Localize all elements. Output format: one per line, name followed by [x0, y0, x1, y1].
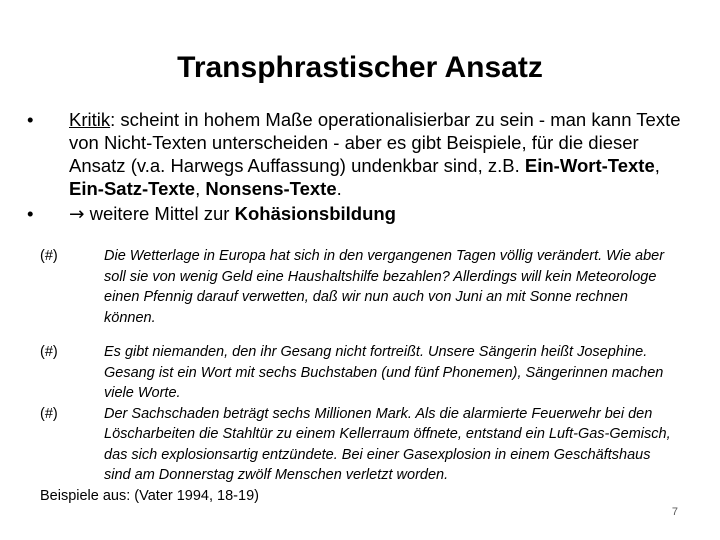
- separator: ,: [195, 178, 206, 199]
- example-list: [40, 246, 680, 506]
- bullet-item-kritik: [26, 108, 696, 200]
- page-number: 7: [671, 506, 678, 518]
- example-marker: (#): [40, 405, 58, 422]
- example-item: [40, 246, 680, 328]
- term-nonsens-texte: Nonsens-Texte: [205, 178, 337, 199]
- source-citation: Beispiele aus: (Vater 1994, 18-19): [40, 487, 259, 504]
- example-text: Die Wetterlage in Europa hat sich in den vergangenen Tagen völlig verändert. Wie aber soll sie von wenig Geld eine Haushaltshilfe bezahlen? Allerdings will kein Meteorologe einen Pfennig darauf verwetten, daß wir nun auch von Juni an mit Sonne rechnen können.: [104, 248, 665, 326]
- bullet-item-kohaesion: [26, 202, 696, 226]
- separator: ,: [654, 155, 660, 176]
- kritik-label: Kritik: [69, 109, 111, 130]
- bullet-text: [69, 108, 696, 200]
- example-text: Es gibt niemanden, den ihr Gesang nicht fortreißt. Unsere Sängerin heißt Josephine. Gesang ist ein Wort mit sechs Buchstaben (und fünf Phonemen), Sängerinnen machen viele Worte.: [104, 344, 664, 401]
- example-marker: (#): [40, 248, 58, 264]
- term-kohaesionsbildung: Kohäsionsbildung: [234, 203, 396, 224]
- sentence-end: .: [336, 178, 342, 199]
- term-ein-satz-texte: Ein-Satz-Texte: [69, 178, 196, 199]
- kritik-text: : scheint in hohem Maße operationalisierbar zu sein - man kann Texte von Nicht-Texten unterscheiden - aber es gibt Beispiele, für die dieser Ansatz (v.a. Harwegs Auffassung) undenkbar sind, z.B.: [69, 109, 681, 176]
- arrow-right-icon: →: [69, 204, 85, 225]
- term-ein-wort-texte: Ein-Wort-Texte: [524, 155, 655, 176]
- example-item: [40, 342, 680, 404]
- bullet-text: [69, 202, 696, 226]
- kohaesion-text: weitere Mittel zur: [84, 203, 235, 224]
- bullet-marker: •: [27, 109, 34, 130]
- example-text: Der Sachschaden beträgt sechs Millionen Mark. Als die alarmierte Feuerwehr bei den Löscharbeiten die Stahltür zu einem Kellerraum öffnete, entstand ein Luft-Gas-Gemisch, das sich explosionsartig entzündete. Bei einer Gasexplosion in einem Geschäftshaus sind am Donnerstag zwölf Menschen verletzt worden.: [104, 405, 671, 483]
- example-marker: (#): [40, 344, 58, 360]
- bullet-marker: •: [27, 203, 34, 224]
- slide-title: Transphrastischer Ansatz: [177, 51, 543, 84]
- bullet-list: [26, 108, 696, 226]
- example-item: [40, 404, 680, 486]
